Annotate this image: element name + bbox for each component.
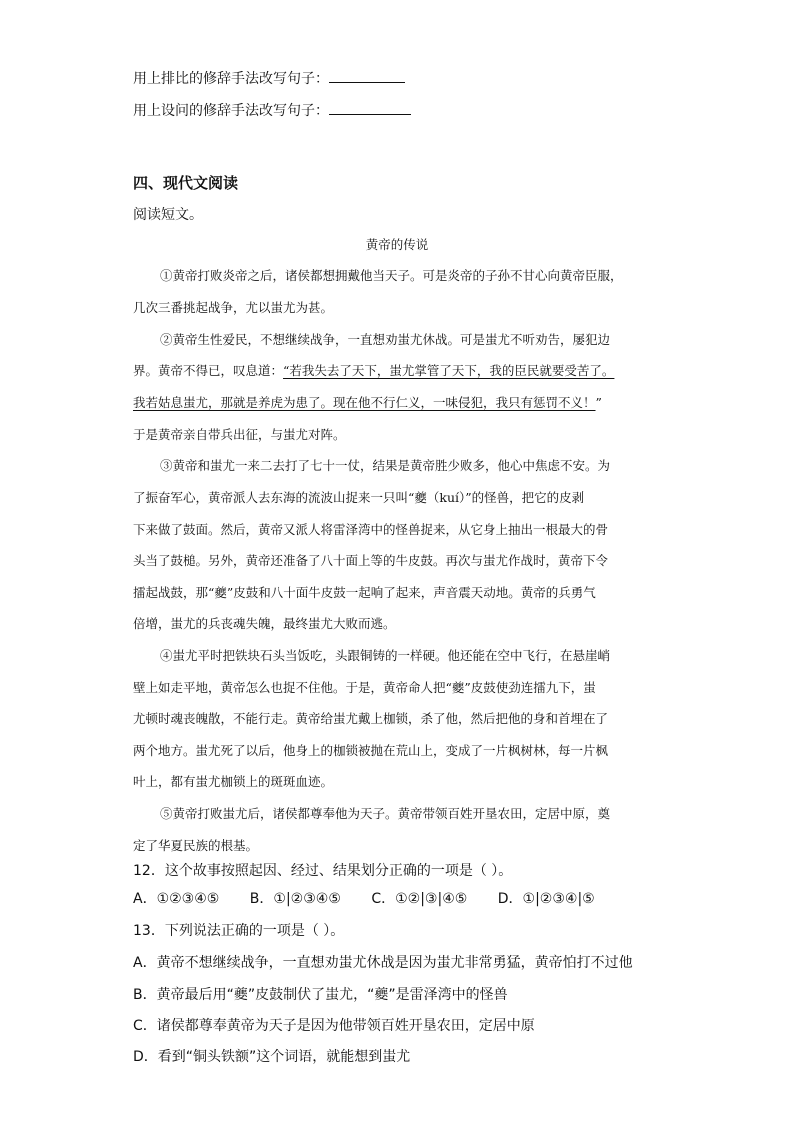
story-line bbox=[133, 393, 661, 411]
story-line: ②黄帝生性爱民，不想继续战争，一直想劝蚩尤休战。可是蚩尤不听劝告，屡犯边 bbox=[160, 332, 611, 347]
story-title: 黄帝的传说 bbox=[365, 237, 429, 252]
option-c[interactable]: C．诸侯都尊奉黄帝为天子是因为他带领百姓开垦农田，定居中原 bbox=[133, 1018, 535, 1034]
story-line: 下来做了鼓面。然后，黄帝又派人将雷泽湾中的怪兽捉来，从它身上抽出一根最大的骨 bbox=[133, 522, 609, 537]
option-b[interactable]: B．黄帝最后用“夔”皮鼓制伏了蚩尤，“夔”是雷泽湾中的怪兽 bbox=[133, 987, 508, 1003]
story-line: 壁上如走平地，黄帝怎么也捉不住他。于是，黄帝命人把“夔”皮鼓使劲连擂九下，蚩 bbox=[133, 680, 596, 695]
option-b[interactable]: B．①|②③④⑤ bbox=[249, 891, 341, 907]
story-line-text: 界。黄帝不得已，叹息道： bbox=[133, 363, 284, 378]
option-a[interactable]: A．黄帝不想继续战争，一直想劝蚩尤休战是因为蚩尤非常勇猛，黄帝怕打不过他 bbox=[133, 955, 633, 971]
question-12-stem: 12．这个故事按照起因、经过、结果划分正确的一项是（ ）。 bbox=[133, 863, 513, 879]
story-line: 了振奋军心，黄帝派人去东海的流波山捉来一只叫“夔（kuí）”的怪兽，把它的皮剥 bbox=[133, 490, 585, 505]
section-heading: 四、现代文阅读 bbox=[133, 174, 239, 192]
story-line: 定了华夏民族的根基。 bbox=[133, 838, 259, 853]
story-line: 擂起战鼓，那“夔”皮鼓和八十面牛皮鼓一起响了起来，声音震天动地。黄帝的兵勇气 bbox=[133, 585, 596, 600]
story-line: ④蚩尤平时把铁块石头当饭吃，头跟铜铸的一样硬。他还能在空中飞行，在悬崖峭 bbox=[160, 648, 611, 663]
section-instruction: 阅读短文。 bbox=[133, 207, 203, 223]
story-line: ⑤黄帝打败蚩尤后，诸侯都尊奉他为天子。黄帝带领百姓开垦农田，定居中原，奠 bbox=[160, 806, 611, 821]
option-c[interactable]: C．①②|③|④⑤ bbox=[371, 891, 468, 907]
story-line: ③黄帝和蚩尤一来二去打了七十一仗，结果是黄帝胜少败多，他心中焦虑不安。为 bbox=[160, 458, 611, 473]
story-line: 于是黄帝亲自带兵出征，与蚩尤对阵。 bbox=[133, 427, 346, 442]
option-d[interactable]: D．看到“铜头铁额”这个词语，就能想到蚩尤 bbox=[133, 1049, 411, 1065]
underlined-quote: “若我失去了天下，蚩尤掌管了天下，我的臣民就要受苦了。 bbox=[283, 363, 615, 378]
story-line: 尤顿时魂丧魄散，不能行走。黄帝给蚩尤戴上枷锁，杀了他，然后把他的身和首埋在了 bbox=[133, 711, 609, 726]
option-a[interactable]: A．①②③④⑤ bbox=[133, 891, 220, 907]
option-d[interactable]: D．①|②③④|⑤ bbox=[497, 891, 595, 907]
rewrite-question bbox=[133, 100, 411, 120]
story-line: 叶上，都有蚩尤枷锁上的斑斑血迹。 bbox=[133, 774, 334, 789]
story-line: 头当了鼓槌。另外，黄帝还准备了八十面上等的牛皮鼓。再次与蚩尤作战时，黄帝下令 bbox=[133, 553, 609, 568]
story-line-text: ” bbox=[595, 395, 602, 410]
rewrite-parallelism-label: 用上排比的修辞手法改写句子： bbox=[133, 71, 329, 87]
rewrite-question-label: 用上设问的修辞手法改写句子： bbox=[133, 103, 329, 119]
question-13-stem: 13．下列说法正确的一项是（ ）。 bbox=[133, 923, 345, 939]
rewrite-parallelism bbox=[133, 68, 405, 88]
story-line: 倍增，蚩尤的兵丧魂失魄，最终蚩尤大败而逃。 bbox=[133, 616, 396, 631]
answer-blank[interactable] bbox=[329, 100, 411, 115]
story-line bbox=[133, 361, 661, 379]
story-line: ①黄帝打败炎帝之后，诸侯都想拥戴他当天子。可是炎帝的子孙不甘心向黄帝臣服， bbox=[160, 268, 623, 283]
answer-blank[interactable] bbox=[329, 68, 405, 83]
story-line: 几次三番挑起战争，尤以蚩尤为甚。 bbox=[133, 300, 334, 315]
question-12-options bbox=[133, 888, 621, 908]
underlined-quote: 我若姑息蚩尤，那就是养虎为患了。现在他不行仁义，一味侵犯，我只有惩罚不义！ bbox=[133, 395, 596, 410]
story-line: 两个地方。蚩尤死了以后，他身上的枷锁被抛在荒山上，变成了一片枫树林，每一片枫 bbox=[133, 743, 609, 758]
